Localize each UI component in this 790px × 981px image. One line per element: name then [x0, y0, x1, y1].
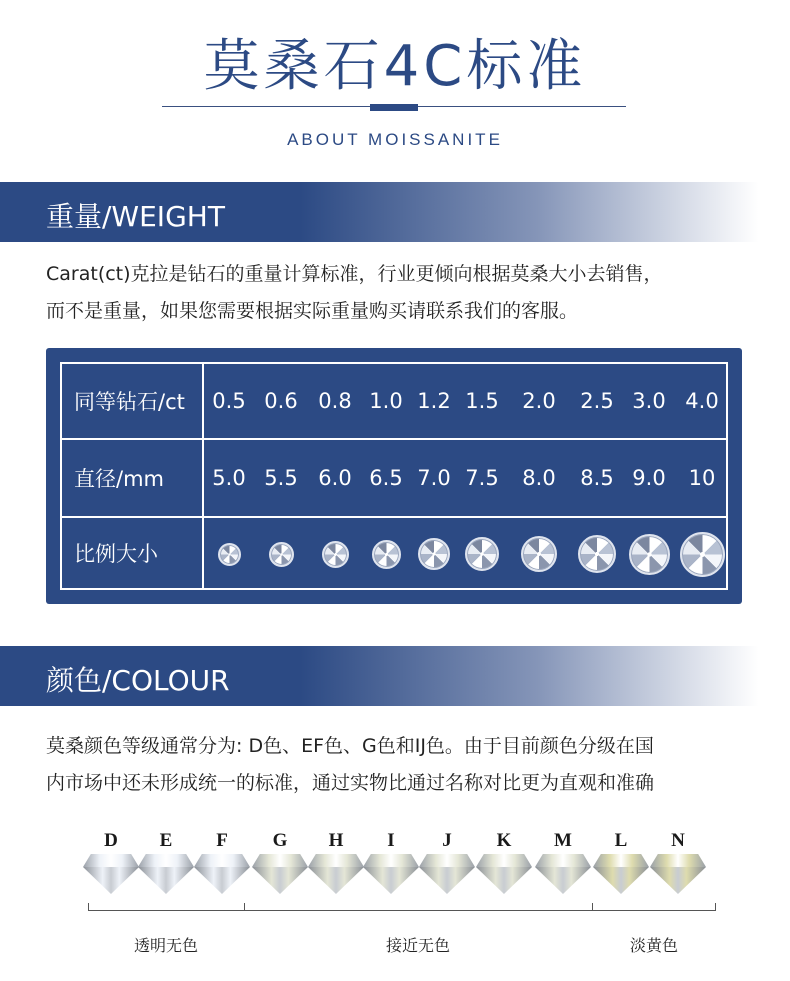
colour-grade-letter: J: [442, 830, 452, 851]
colour-grade-stone-icon: [83, 854, 139, 894]
diameter-value: 5.0: [212, 466, 246, 490]
carat-value: 4.0: [685, 389, 719, 413]
weight-description-line-1: Carat(ct)克拉是钻石的重量计算标准，行业更倾向根据莫桑大小去销售，: [46, 263, 663, 285]
scale-tick: [592, 903, 593, 911]
colour-grade-letter: H: [328, 830, 344, 851]
page-title: 莫桑石4C标准: [203, 34, 587, 99]
table-row-carat: [62, 364, 726, 438]
diamond-size-icon: [418, 538, 450, 570]
page-subtitle: ABOUT MOISSANITE: [287, 130, 503, 149]
colour-grade-stone-icon: [138, 854, 194, 894]
diameter-value: 7.5: [465, 466, 499, 490]
colour-grade-stone-icon: [252, 854, 308, 894]
scale-tick: [715, 903, 716, 911]
diameter-value: 6.0: [318, 466, 352, 490]
carat-value: 3.0: [632, 389, 666, 413]
title-divider-accent: [370, 104, 418, 111]
diameter-value: 9.0: [632, 466, 666, 490]
diamond-size-icon: [680, 532, 725, 577]
range-label-near-colorless: 接近无色: [385, 936, 450, 955]
colour-grade-letter: E: [159, 830, 173, 851]
table-row-proportion: [62, 516, 726, 588]
colour-grade-stone-icon: [593, 854, 649, 894]
carat-value: 0.5: [212, 389, 246, 413]
colour-grade-letter: M: [554, 830, 572, 851]
carat-value: 1.5: [465, 389, 499, 413]
colour-heading: 颜色/COLOUR: [46, 664, 230, 697]
colour-grade-letter: I: [387, 830, 395, 851]
colour-grade-stone-icon: [650, 854, 706, 894]
weight-section-header: [0, 182, 790, 242]
range-label-faint-yellow: 淡黄色: [629, 936, 678, 955]
colour-description-line-1: 莫桑颜色等级通常分为: D色、EF色、G色和IJ色。由于目前颜色分级在国: [46, 735, 654, 757]
carat-value: 0.6: [264, 389, 298, 413]
diameter-value: 8.0: [522, 466, 556, 490]
colour-grade-stone-icon: [363, 854, 419, 894]
colour-description-line-2: 内市场中还未形成统一的标准，通过实物比通过名称对比更为直观和准确: [46, 772, 655, 794]
diamond-size-icon: [521, 536, 557, 572]
colour-grade-letter: L: [614, 830, 628, 851]
diameter-value: 8.5: [580, 466, 614, 490]
row-label-proportion: 比例大小: [62, 518, 204, 588]
size-table-grid: [60, 362, 728, 590]
diamond-size-icon: [269, 542, 294, 567]
scale-tick: [88, 903, 89, 911]
weight-description: [46, 256, 756, 330]
colour-grade-stone-icon: [308, 854, 364, 894]
diamond-size-icon: [322, 541, 349, 568]
diamond-size-icon: [465, 537, 499, 571]
colour-grade-stone-icon: [419, 854, 475, 894]
diameter-value: 5.5: [264, 466, 298, 490]
colour-grade-stone-icon: [535, 854, 591, 894]
diameter-value: 7.0: [417, 466, 451, 490]
colour-section-header: [0, 646, 790, 706]
colour-grade-letter: F: [216, 830, 228, 851]
diamond-size-icon: [578, 535, 616, 573]
colour-grade-letter: D: [104, 830, 118, 851]
carat-value: 1.0: [369, 389, 403, 413]
diameter-value: 10: [688, 466, 716, 490]
colour-grade-stone-icon: [194, 854, 250, 894]
row-label-diameter: 直径/mm: [62, 440, 204, 516]
weight-heading: 重量/WEIGHT: [46, 200, 225, 233]
diamond-size-icon: [372, 540, 401, 569]
colour-grade-letter: N: [671, 830, 685, 851]
scale-tick: [244, 903, 245, 911]
colour-grade-letter: G: [272, 830, 288, 851]
weight-description-line-2: 而不是重量，如果您需要根据实际重量购买请联系我们的客服。: [46, 300, 579, 322]
carat-value: 2.5: [580, 389, 614, 413]
range-label-colorless: 透明无色: [133, 936, 198, 955]
row-label-carat: 同等钻石/ct: [62, 364, 204, 438]
diamond-size-icon: [218, 543, 241, 566]
carat-value: 2.0: [522, 389, 556, 413]
carat-value: 1.2: [417, 389, 451, 413]
table-row-diameter: [62, 438, 726, 516]
carat-value: 0.8: [318, 389, 352, 413]
size-comparison-table: [46, 348, 742, 604]
colour-grade-stone-icon: [476, 854, 532, 894]
diameter-value: 6.5: [369, 466, 403, 490]
colour-scale-line: [88, 910, 716, 911]
colour-description: [46, 728, 766, 802]
colour-grade-letter: K: [496, 830, 512, 851]
diamond-size-icon: [629, 534, 670, 575]
